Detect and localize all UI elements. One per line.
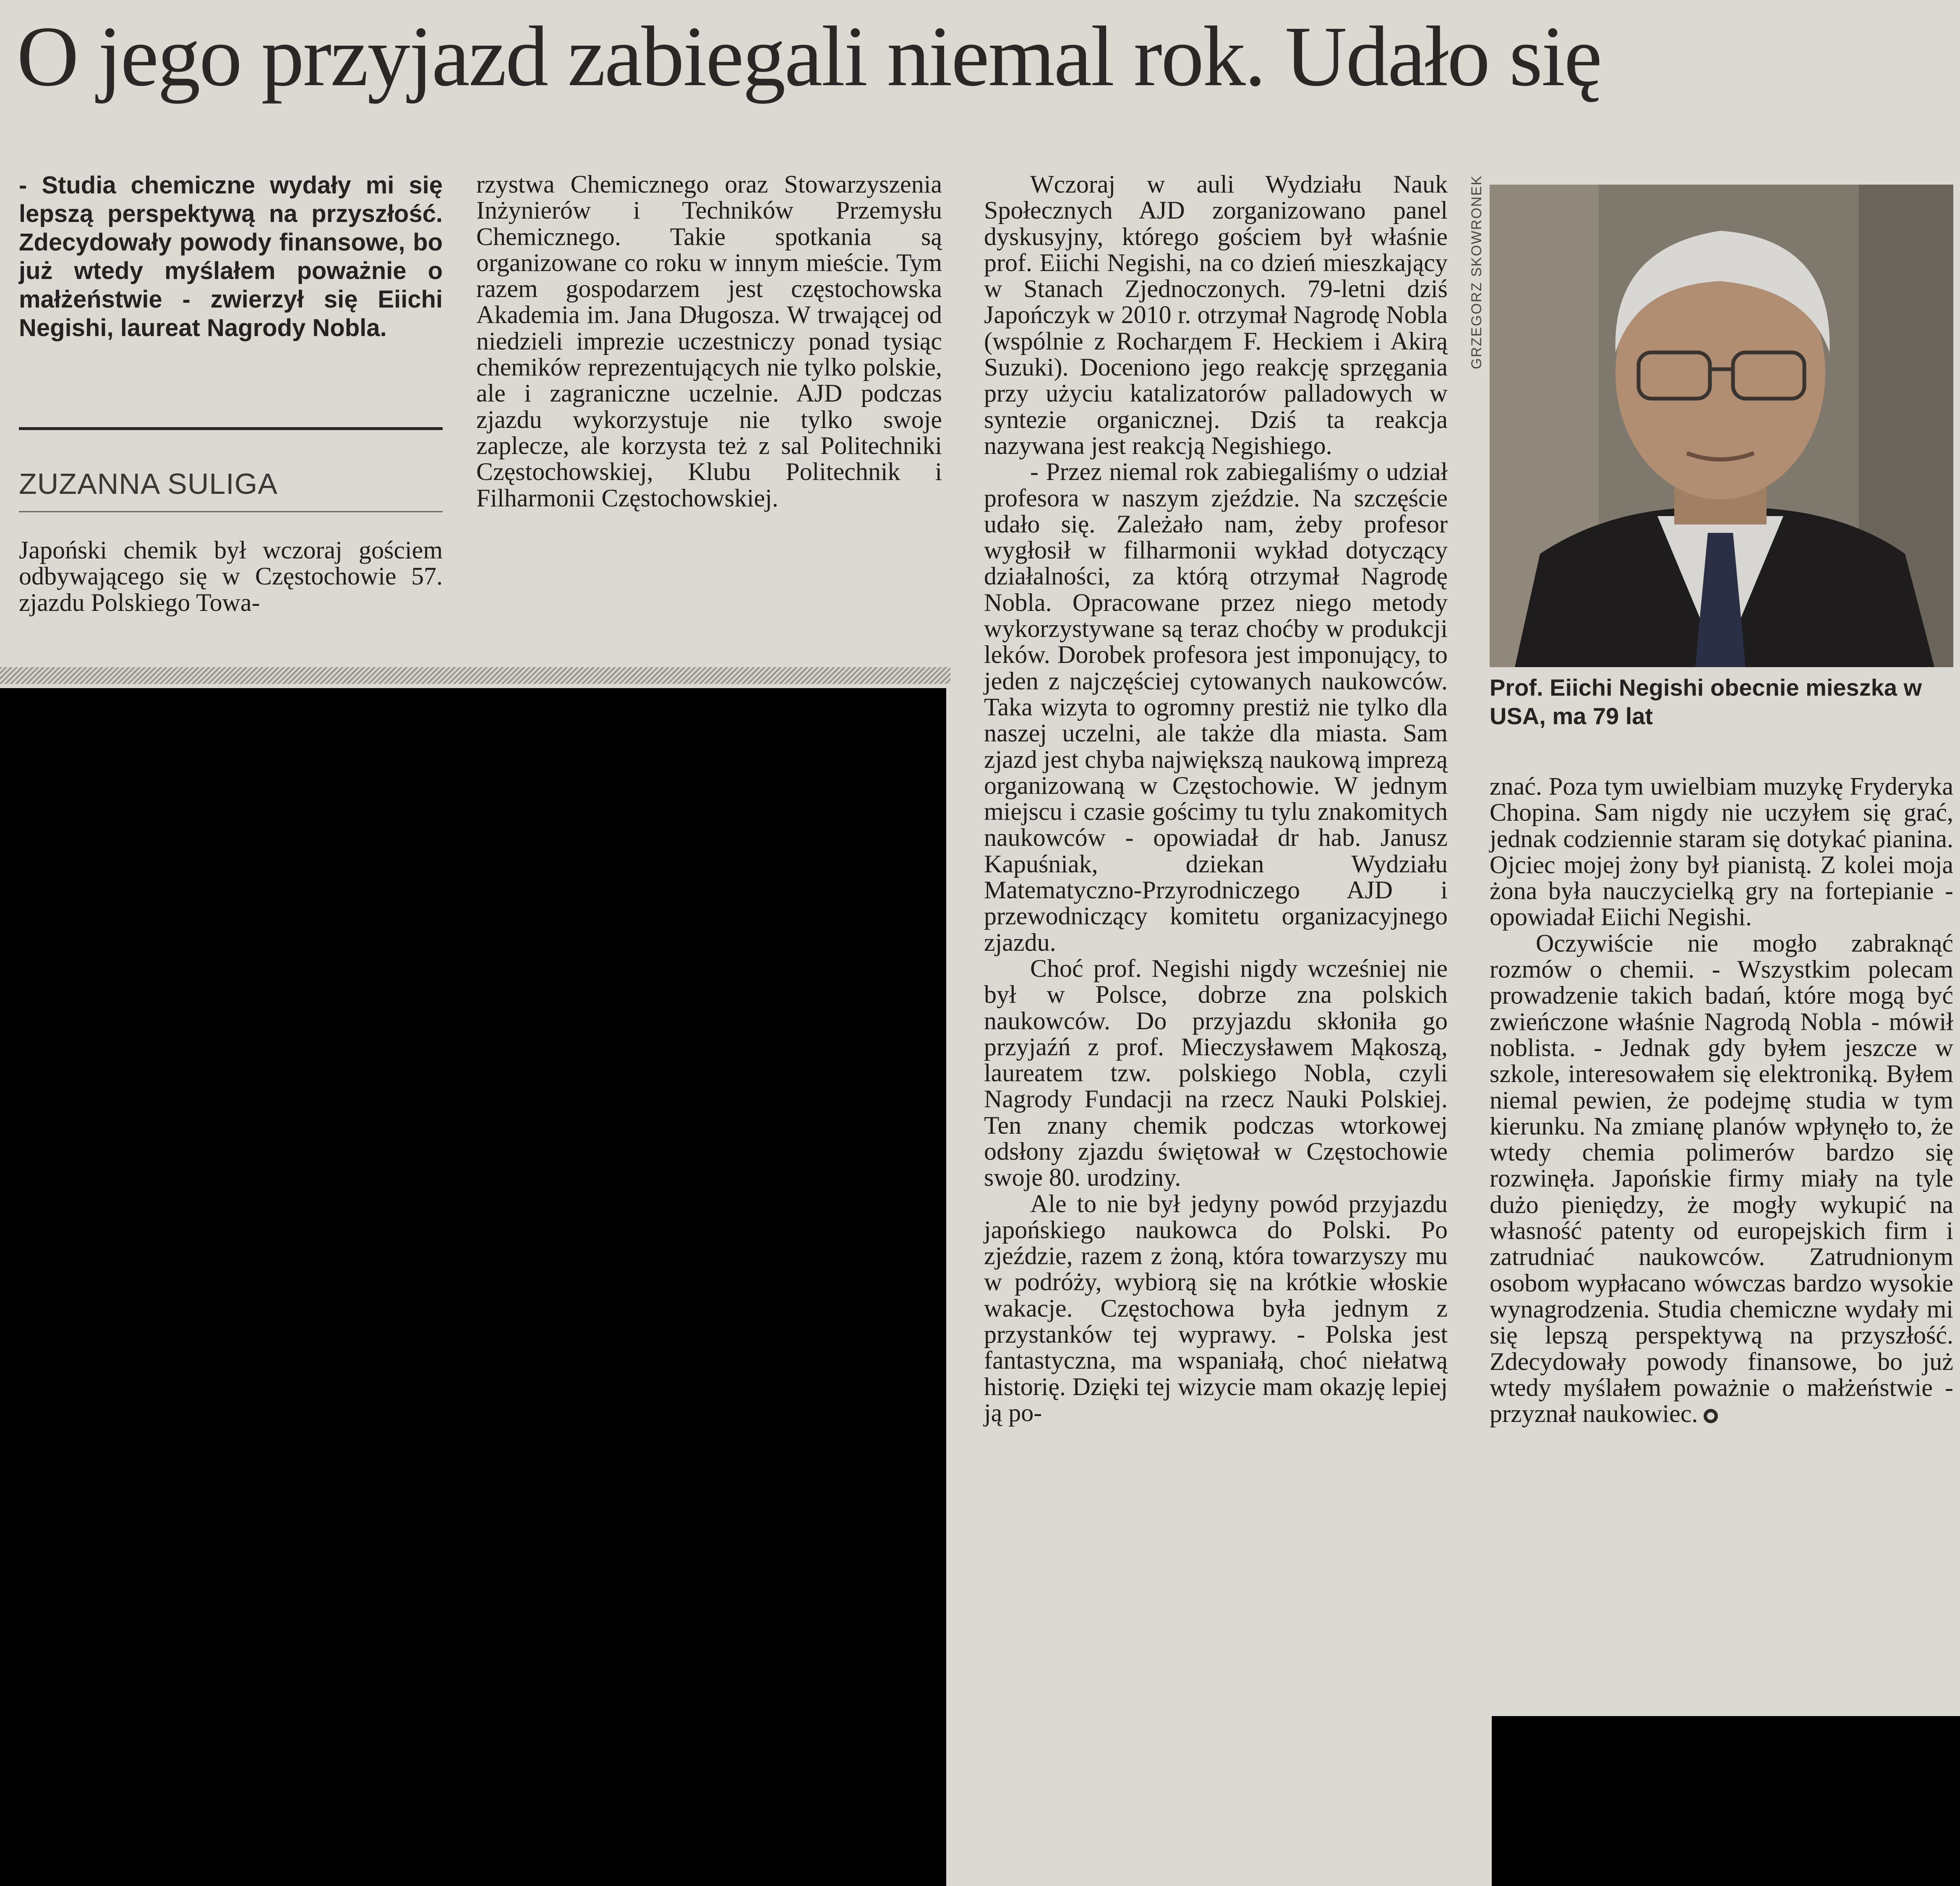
column-2 [476,171,942,511]
column-3 [984,171,1448,1426]
paragraph: Choć prof. Negishi nigdy wcześniej nie był w Polsce, dobrze zna polskich naukowców. Do przyjazdu skłoniła go przyjaźń z prof. Mieczysławem Mąkoszą, laureatem tzw. polskiego Nobla, czyli Nagrody Fundacji na rzecz Nauki Polskiej. Ten znany chemik podczas wtorkowej odsłony zjazdu świętował w Częstochowie swoje 80. urodziny. [984,954,1448,1192]
byline: ZUZANNA SULIGA [19,467,278,500]
paragraph: Wczoraj w auli Wydziału Nauk Społecznych AJD zorganizowano panel dyskusyjny, którego gościem był właśnie prof. Eiichi Negishi, na co dzień mieszkający w Stanach Zjednoczonych. 79-letni dziś Japończyk w 2010 r. otrzymał Nagrodę Nobla (wspólnie z Rocharдem F. Heckiem i Akirą Suzuki). Doceniono jego reakcję sprzęgania przy użyciu katalizatorów palladowych w syntezie organicznej. Dziś ta reakcja nazywana jest reakcją Negishiego. [984,170,1448,459]
redacted-area [1492,1716,1960,1886]
paragraph: rzystwa Chemicznego oraz Stowarzyszenia Inżynierów i Techników Przemysłu Chemicznego. Takie spotkania są organizowane co roku w innym mieście. Tym razem gospodarzem jest częstochowska Akademia im. Jana Długosza. W trwającej od niedzieli imprezie uczestniczy ponad tysiąc chemików reprezentujących nie tylko polskie, ale i zagraniczne uczelnie. AJD podczas zjazdu wykorzystuje nie tylko swoje zaplecze, ale korzysta też z sal Politechniki Częstochowskiej, Klubu Politechnik i Filharmonii Częstochowskiej. [476,170,942,512]
section-separator-hatch [0,667,950,684]
paragraph: Japoński chemik był wczoraj gościem odbywającego się w Częstochowie 57. zjazdu Polskiego Towa- [19,536,443,616]
paragraph: znać. Poza tym uwielbiam muzykę Fryderyka Chopina. Sam nigdy nie uczyłem się grać, jednak codziennie staram się dotykać pianina. Ojciec mojej żony był pianistą. Z kolei moja żona była nauczycielką gry na fortepianie - opowiadał Eiichi Negishi. [1490,772,1953,931]
byline-divider [19,511,443,512]
paragraph-text: Oczywiście nie mogło zabraknąć rozmów o chemii. - Wszystkim polecam prowadzenie takich badań, które mogą być zwieńczone właśnie Nagrodą Nobla - mówił noblista. - Jednak gdy byłem jeszcze w szkole, interesowałem się elektroniką. Byłem niemal pewien, że podejmę studia w tym kierunku. Na zmianę planów wpłynęło to, że wtedy chemia polimerów bardzo się rozwinęła. Japońskie firmy miały na tyle dużo pieniędzy, że mogły wykupić na własność patenty od europejskich firm i zatrudniać naukowców. Zatrudnionym osobom wypłacano wówczas bardzo wysokie wynagrodzenia. Studia chemiczne wydały mi się lepszą perspektywą na przyszłość. Zdecydowały powody finansowe, bo już wtedy myślałem poważnie o małżeństwie - przyznał naukowiec. [1490,929,1953,1428]
lead-paragraph: - Studia chemiczne wydały mi się lepszą perspektywą na przyszłość. Zdecydowały powody finansowe, bo już wtedy myślałem poważnie o małżeństwie - zwierzył się Eiichi Negishi, laureat Nagrody Nobla. [19,172,443,342]
photo-caption: Prof. Eiichi Negishi obecnie mieszka w USA, ma 79 lat [1490,674,1922,729]
paragraph: Ale to nie był jedyny powód przyjazdu japońskiego naukowca do Polski. Po zjeździe, razem z żoną, która towarzyszy mu w podróży, wybiorą się na krótkie włoskie wakacje. Częstochowa była jednym z przystanków tej wyprawy. - Polska jest fantastyczna, ma wspaniałą, choć niełatwą historię. Dzięki tej wizycie mam okazję lepiej ją po- [984,1190,1448,1427]
end-of-article-circle-icon [1704,1409,1718,1423]
lead-divider [19,427,443,430]
portrait-photo [1490,185,1953,667]
redacted-area [0,688,946,1886]
column-1 [19,537,443,616]
paragraph: - Przez niemal rok zabiegaliśmy o udział profesora w naszym zjeździe. Na szczęście udało się. Zależało nam, żeby profesor wygłosił w filharmonii wykład dotyczący działalności, za którą otrzymał Nagrodę Nobla. Opracowane przez niego metody wykorzystywane są teraz choćby w produkcji leków. Dorobek profesora jest imponujący, to jeden z najczęściej cytowanych naukowców. Taka wizyta to ogromny prestiż nie tylko dla naszej uczelni, ale także dla miasta. Sam zjazd jest chyba największą naukową imprezą organizowaną w Częstochowie. W jednym miejscu i czasie gościmy tu tylu znakomitych naukowców - opowiadał dr hab. Janusz Kapuśniak, dziekan Wydziału Matematyczno-Przyrodniczego AJD i przewodniczący komitetu organizacyjnego zjazdu. [984,458,1448,956]
column-4 [1490,773,1953,1427]
photo-credit: GRZEGORZ SKOWRONEK [1469,175,1485,369]
headline: O jego przyjazd zabiegali niemal rok. Udało się [17,9,1601,104]
portrait-illustration [1490,185,1953,667]
paragraph [1490,930,1953,1427]
